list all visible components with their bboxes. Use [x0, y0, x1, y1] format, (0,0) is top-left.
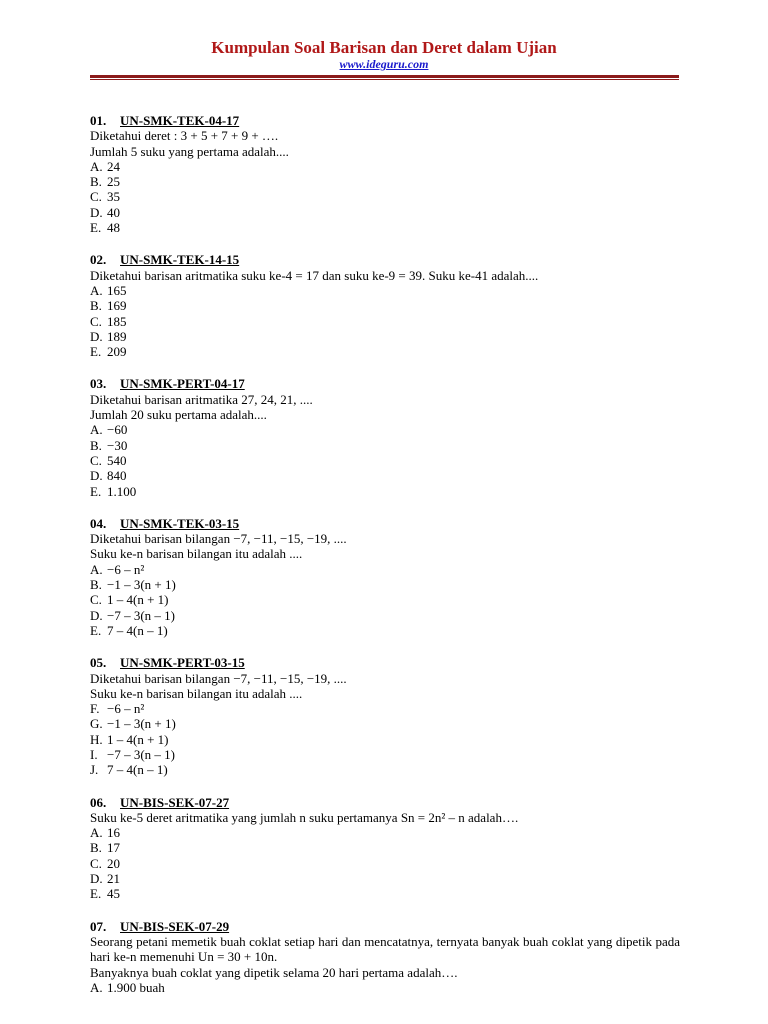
option-text: 17: [107, 840, 120, 856]
option-text: −7 – 3(n – 1): [107, 607, 175, 623]
question-06: [90, 795, 680, 902]
question-stem: Diketahui deret : 3 + 5 + 7 + 9 + ….: [90, 128, 279, 144]
question-heading: [90, 655, 680, 670]
answer-option: [90, 762, 680, 777]
option-text: 7 – 4(n – 1): [107, 622, 168, 638]
option-letter: F.: [90, 701, 100, 717]
answer-option: [90, 886, 680, 901]
option-letter: C.: [90, 592, 102, 608]
option-letter: B.: [90, 174, 102, 190]
question-number: 06.: [90, 794, 107, 810]
option-letter: D.: [90, 607, 103, 623]
question-03: [90, 376, 680, 498]
answer-option: [90, 701, 680, 716]
option-text: 24: [107, 158, 120, 174]
question-stem: Jumlah 20 suku pertama adalah....: [90, 407, 267, 423]
document-title: Kumpulan Soal Barisan dan Deret dalam Ujian: [211, 38, 557, 57]
option-text: −6 – n²: [107, 701, 145, 717]
question-code: UN-SMK-TEK-04-17: [120, 113, 240, 128]
question-number: 05.: [90, 655, 107, 671]
answer-option: [90, 623, 680, 638]
question-number: 04.: [90, 515, 107, 531]
option-text: 21: [107, 871, 120, 887]
option-letter: D.: [90, 871, 103, 887]
question-stem: Jumlah 5 suku yang pertama adalah....: [90, 143, 289, 159]
option-text: 189: [107, 328, 127, 344]
option-text: 40: [107, 204, 120, 220]
answer-option: [90, 438, 680, 453]
answer-option: [90, 189, 680, 204]
answer-option: [90, 329, 680, 344]
answer-option: [90, 577, 680, 592]
question-number: 02.: [90, 252, 107, 268]
option-letter: H.: [90, 731, 103, 747]
option-letter: C.: [90, 313, 102, 329]
question-stem: Suku ke-n barisan bilangan itu adalah ....: [90, 685, 303, 701]
option-text: 20: [107, 855, 120, 871]
question-list: [90, 113, 680, 1012]
answer-option: [90, 608, 680, 623]
answer-option: [90, 422, 680, 437]
answer-option: [90, 344, 680, 359]
answer-option: [90, 592, 680, 607]
option-letter: D.: [90, 328, 103, 344]
option-text: 16: [107, 825, 120, 841]
answer-option: [90, 840, 680, 855]
answer-option: [90, 220, 680, 235]
option-text: 185: [107, 313, 127, 329]
question-05: [90, 655, 680, 777]
answer-option: [90, 468, 680, 483]
question-heading: [90, 795, 680, 810]
option-letter: A.: [90, 422, 103, 438]
question-stem: Suku ke-n barisan bilangan itu adalah ....: [90, 546, 303, 562]
question-code: UN-BIS-SEK-07-27: [120, 794, 230, 810]
option-letter: A.: [90, 158, 103, 174]
option-letter: A.: [90, 561, 103, 577]
question-heading: [90, 919, 680, 934]
option-letter: B.: [90, 298, 102, 314]
option-letter: B.: [90, 577, 102, 593]
option-text: 540: [107, 452, 127, 468]
answer-option: [90, 314, 680, 329]
question-07: [90, 919, 680, 995]
option-text: −7 – 3(n – 1): [107, 746, 175, 762]
option-text: 35: [107, 189, 120, 205]
answer-option: [90, 747, 680, 762]
option-letter: E.: [90, 220, 102, 236]
option-text: 7 – 4(n – 1): [107, 762, 168, 778]
answer-option: [90, 562, 680, 577]
option-letter: J.: [90, 762, 99, 778]
question-02: [90, 252, 680, 359]
answer-option: [90, 980, 680, 995]
option-letter: C.: [90, 189, 102, 205]
question-code: UN-SMK-PERT-04-17: [120, 376, 245, 392]
question-number: 07.: [90, 918, 107, 934]
website-link[interactable]: www.ideguru.com: [339, 57, 429, 71]
option-letter: B.: [90, 840, 102, 856]
option-text: 209: [107, 344, 127, 360]
answer-option: [90, 159, 680, 174]
answer-option: [90, 732, 680, 747]
option-text: −30: [107, 437, 128, 453]
option-letter: E.: [90, 483, 102, 499]
answer-option: [90, 174, 680, 189]
option-letter: D.: [90, 468, 103, 484]
question-stem: Diketahui barisan bilangan −7, −11, −15, −19, ....: [90, 531, 347, 547]
option-text: −1 – 3(n + 1): [107, 577, 176, 593]
question-stem-paragraph: Seorang petani memetik buah coklat setiap hari dan mencatatnya, ternyata banyak buah coklat yang dipetik pada hari ke-n memenuhi Un = 30 + 10n.: [90, 933, 680, 965]
answer-option: [90, 825, 680, 840]
option-letter: A.: [90, 282, 103, 298]
question-heading: [90, 376, 680, 391]
option-letter: E.: [90, 344, 102, 360]
question-code: UN-SMK-PERT-03-15: [120, 655, 245, 671]
question-stem: Diketahui barisan aritmatika suku ke-4 = 17 dan suku ke-9 = 39. Suku ke-41 adalah....: [90, 267, 539, 283]
option-text: −60: [107, 422, 128, 438]
question-stem: Banyaknya buah coklat yang dipetik selama 20 hari pertama adalah….: [90, 964, 458, 980]
question-code: UN-BIS-SEK-07-29: [120, 918, 230, 934]
answer-option: [90, 856, 680, 871]
header-divider-thin: [90, 79, 679, 80]
question-heading: [90, 516, 680, 531]
question-heading: [90, 113, 680, 128]
option-text: 840: [107, 468, 127, 484]
question-number: 01.: [90, 113, 107, 128]
option-letter: C.: [90, 452, 102, 468]
option-text: 1 – 4(n + 1): [107, 731, 169, 747]
question-code: UN-SMK-TEK-03-15: [120, 515, 240, 531]
option-text: −1 – 3(n + 1): [107, 716, 176, 732]
option-letter: A.: [90, 825, 103, 841]
answer-option: [90, 871, 680, 886]
option-text: 1.100: [107, 483, 137, 499]
option-letter: D.: [90, 204, 103, 220]
answer-option: [90, 716, 680, 731]
option-text: 45: [107, 886, 120, 902]
answer-option: [90, 205, 680, 220]
option-letter: A.: [90, 979, 103, 995]
option-text: 1.900 buah: [107, 979, 165, 995]
question-number: 03.: [90, 376, 107, 392]
answer-option: [90, 453, 680, 468]
option-text: 1 – 4(n + 1): [107, 592, 169, 608]
option-letter: E.: [90, 886, 102, 902]
question-heading: [90, 252, 680, 267]
question-01: [90, 113, 680, 235]
option-letter: G.: [90, 716, 103, 732]
answer-option: [90, 283, 680, 298]
question-stem: Diketahui barisan bilangan −7, −11, −15, −19, ....: [90, 670, 347, 686]
answer-option: [90, 484, 680, 499]
option-text: 169: [107, 298, 127, 314]
question-stem: Diketahui barisan aritmatika 27, 24, 21, ....: [90, 391, 313, 407]
question-stem: Suku ke-5 deret aritmatika yang jumlah n suku pertamanya Sn = 2n² – n adalah….: [90, 809, 519, 825]
header-divider: [90, 75, 679, 78]
option-letter: I.: [90, 746, 98, 762]
option-text: −6 – n²: [107, 561, 145, 577]
option-text: 165: [107, 282, 127, 298]
option-letter: E.: [90, 622, 102, 638]
question-code: UN-SMK-TEK-14-15: [120, 252, 240, 268]
answer-option: [90, 298, 680, 313]
option-text: 48: [107, 220, 120, 236]
option-letter: B.: [90, 437, 102, 453]
question-04: [90, 516, 680, 638]
option-letter: C.: [90, 855, 102, 871]
option-text: 25: [107, 174, 120, 190]
